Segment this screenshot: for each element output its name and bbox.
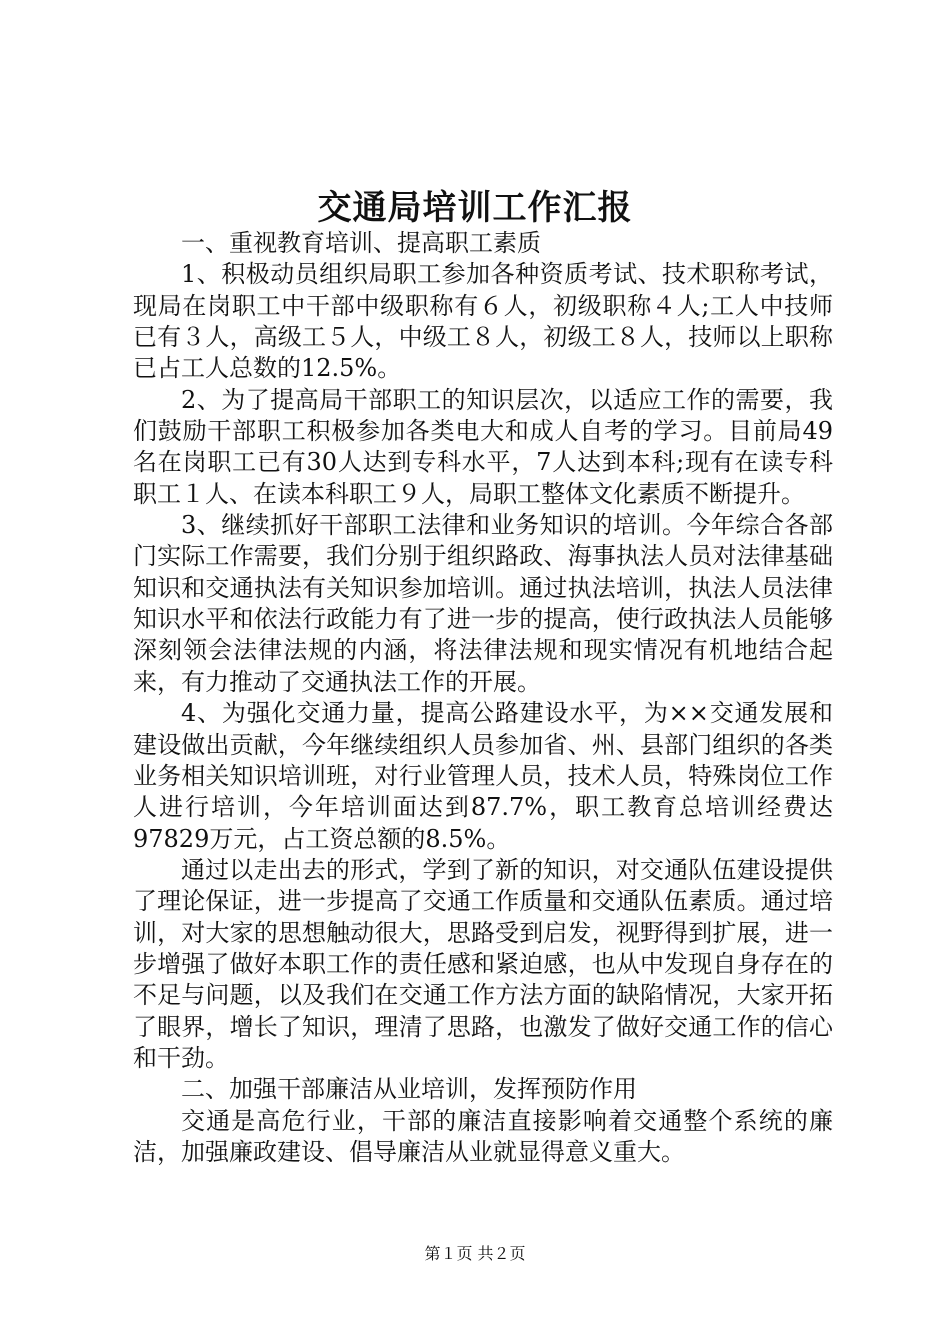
paragraph-3: 3、继续抓好干部职工法律和业务知识的培训。今年综合各部门实际工作需要，我们分别于组织路政、海事执法人员对法律基础知识和交通执法有关知识参加培训。通过执法培训，执法人员法律知识水平和依法行政能力有了进一步的提高，使行政执法人员能够深刻领会法律法规的内涵，将法律法规和现实情况有机地结合起来，有力推动了交通执法工作的开展。 bbox=[133, 511, 833, 696]
paragraph-5: 通过以走出去的形式，学到了新的知识，对交通队伍建设提供了理论保证，进一步提高了交通工作质量和交通队伍素质。通过培训，对大家的思想触动很大，思路受到启发，视野得到扩展，进一步增强了做好本职工作的责任感和紧迫感，也从中发现自身存在的不足与问题，以及我们在交通工作方法方面的缺陷情况，大家开拓了眼界，增长了知识，理清了思路，也激发了做好交通工作的信心和干劲。 bbox=[133, 855, 833, 1072]
paragraph-2: 2、为了提高局干部职工的知识层次，以适应工作的需要，我们鼓励干部职工积极参加各类电大和成人自考的学习。目前局49名在岗职工已有30人达到专科水平，7人达到本科;现有在读专科职工１人、在读本科职工９人，局职工整体文化素质不断提升。 bbox=[133, 385, 833, 508]
paragraph-1: 1、积极动员组织局职工参加各种资质考试、技术职称考试，现局在岗职工中干部中级职称有６人，初级职称４人;工人中技师已有３人，高级工５人，中级工８人，初级工８人，技师以上职称已占工人总数的12.5%。 bbox=[133, 260, 833, 383]
paragraph-6: 交通是高危行业，干部的廉洁直接影响着交通整个系统的廉洁，加强廉政建设、倡导廉洁从业就显得意义重大。 bbox=[133, 1106, 833, 1166]
page-footer: 第１页 共２页 bbox=[424, 1244, 526, 1263]
document-body bbox=[133, 228, 833, 1168]
paragraph-4: 4、为强化交通力量，提高公路建设水平，为××交通发展和建设做出贡献，今年继续组织人员参加省、州、县部门组织的各类业务相关知识培训班，对行业管理人员，技术人员，特殊岗位工作人进行培训，今年培训面达到87.7%，职工教育总培训经费达97829万元，占工资总额的8.5%。 bbox=[133, 699, 833, 853]
document-title: 交通局培训工作汇报 bbox=[317, 188, 633, 228]
section-heading-2: 二、加强干部廉洁从业培训，发挥预防作用 bbox=[181, 1075, 637, 1104]
section-heading-1: 一、重视教育培训、提高职工素质 bbox=[181, 229, 541, 257]
